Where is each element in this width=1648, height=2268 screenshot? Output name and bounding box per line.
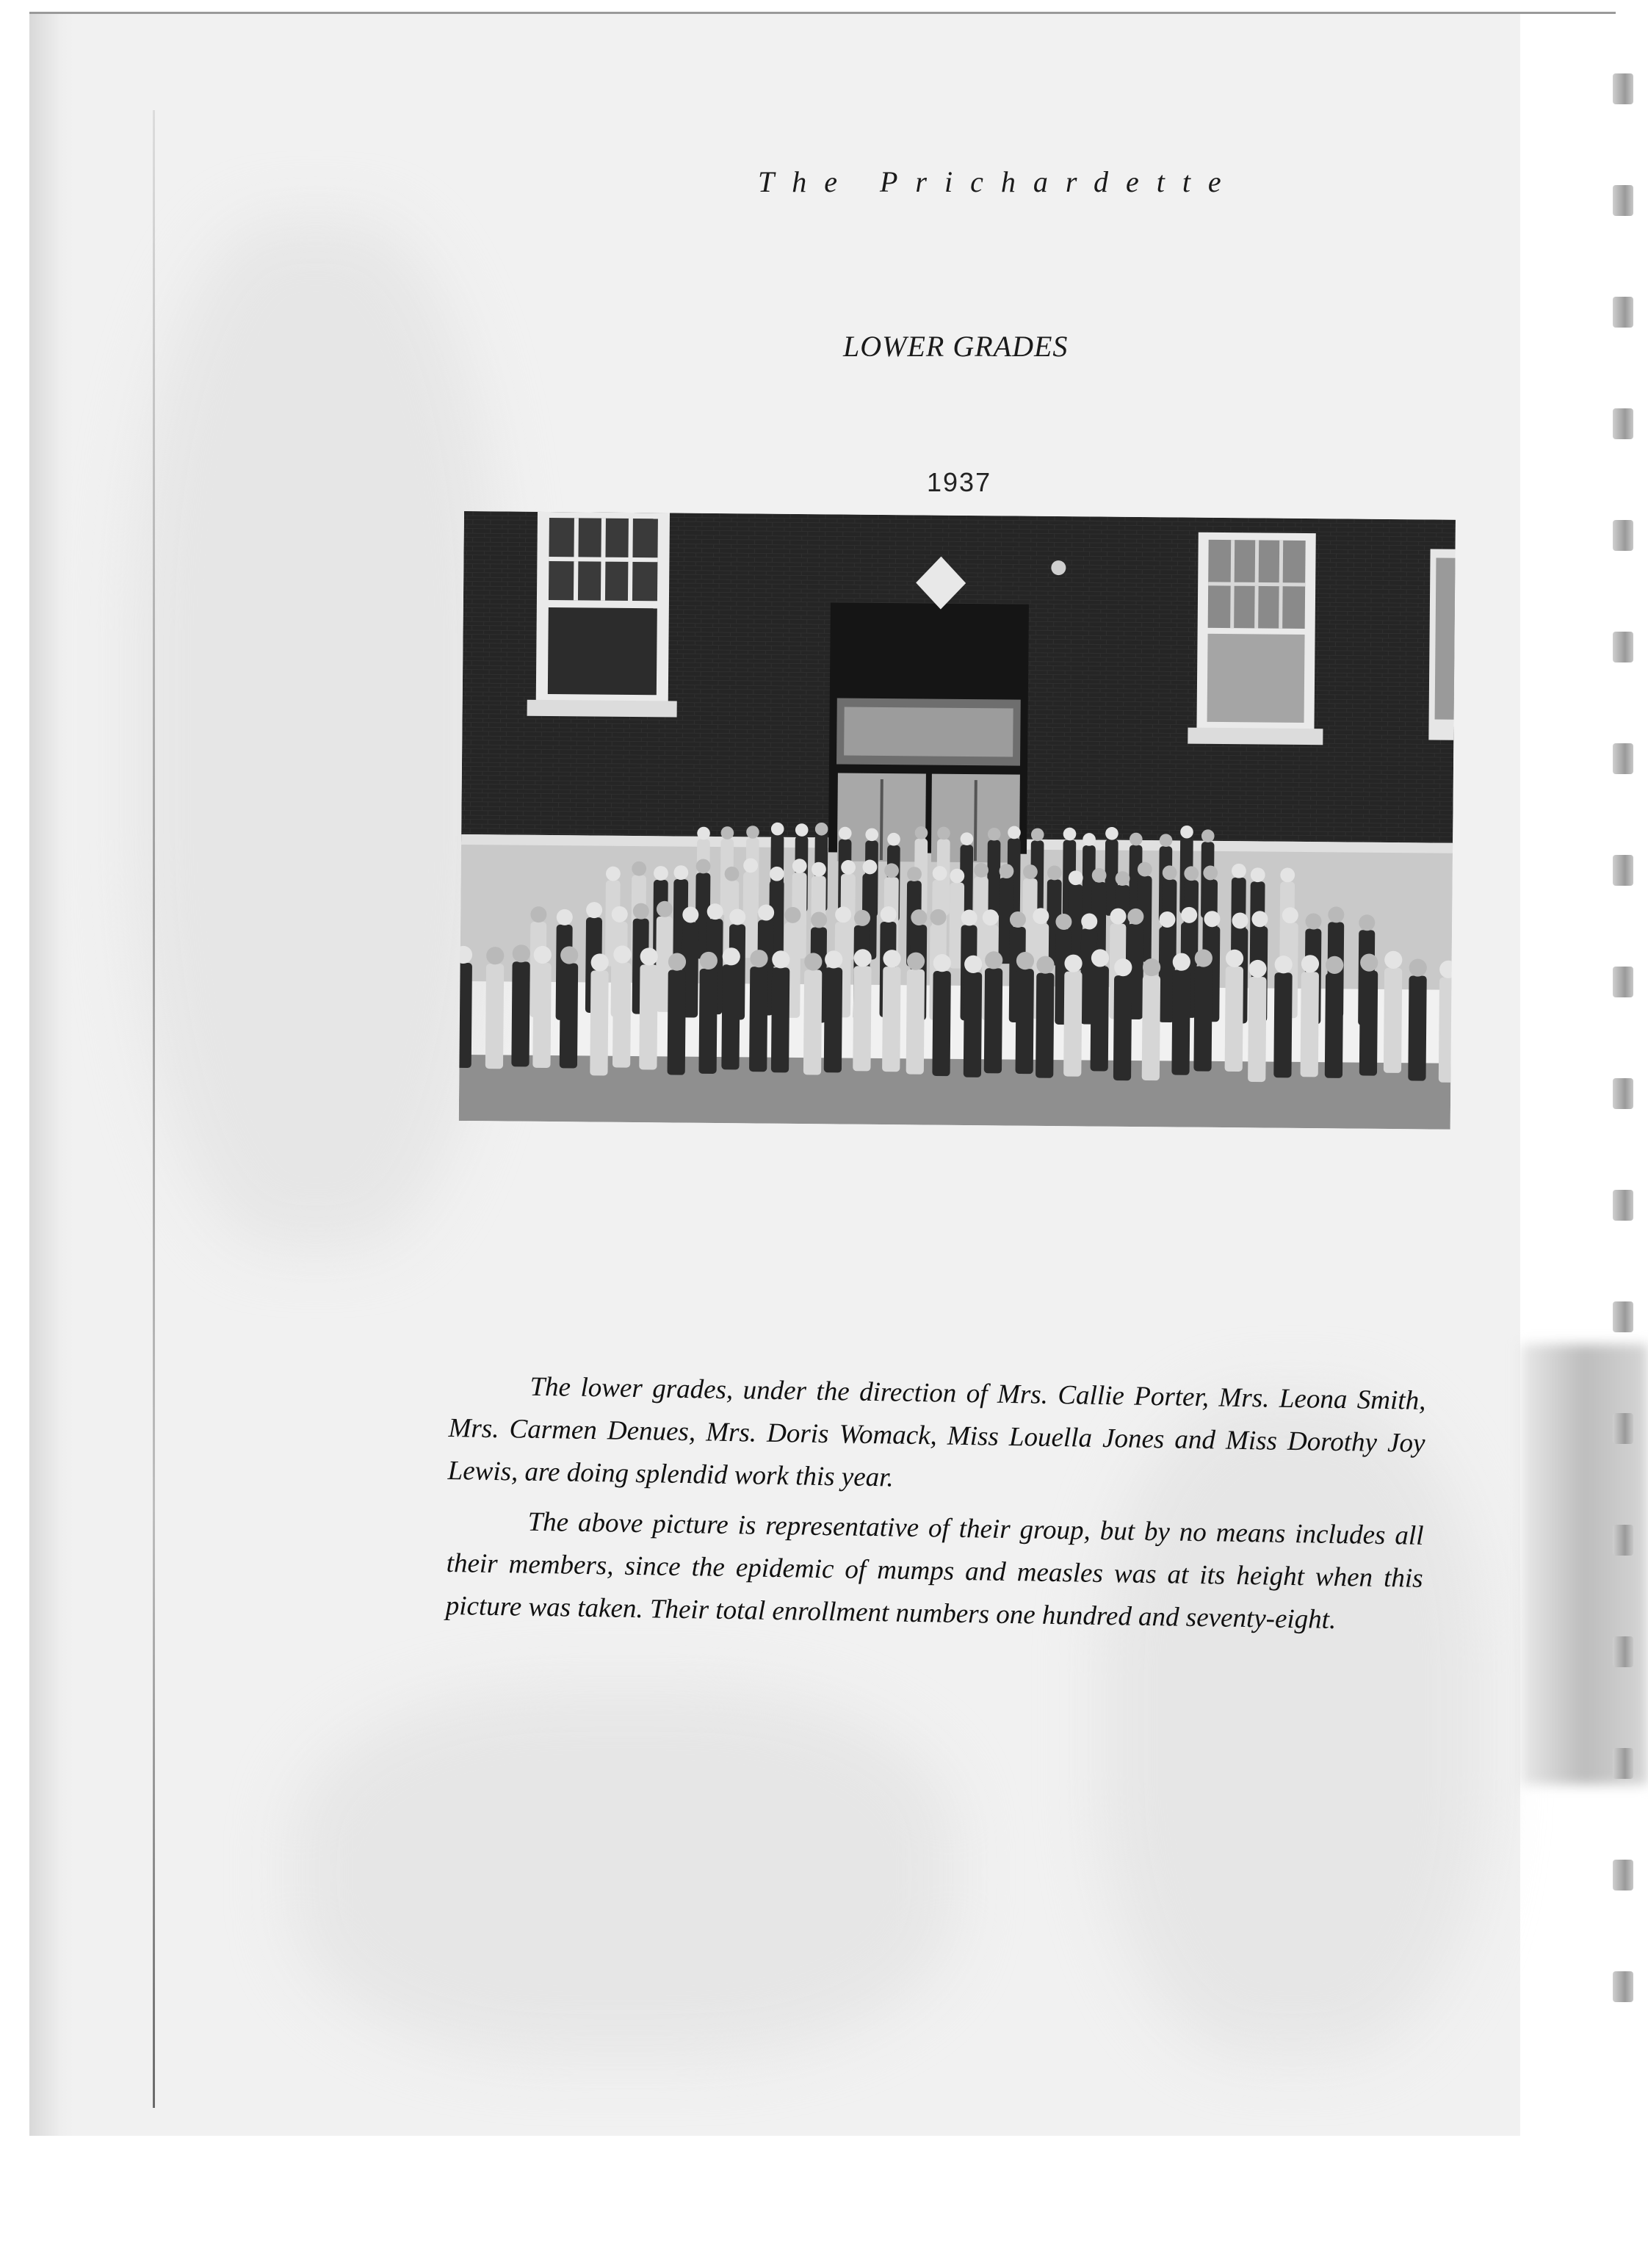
section-title: LOWER GRADES [843, 330, 1069, 363]
student-head [1232, 864, 1246, 878]
student-head [881, 906, 897, 922]
student-head [985, 951, 1002, 969]
student-figure [1113, 975, 1132, 1080]
student-head [862, 859, 877, 874]
binding-hole [1613, 967, 1633, 997]
student-head [907, 867, 922, 881]
student-head [1031, 828, 1044, 842]
student-head [632, 862, 646, 876]
student-head [1083, 833, 1096, 846]
student-head [1226, 950, 1243, 967]
student-head [534, 946, 552, 964]
student-head [811, 911, 827, 928]
student-head [1195, 949, 1212, 967]
show-through-shadow [132, 220, 499, 1249]
student-head [530, 906, 546, 922]
binding-hole [1613, 1525, 1633, 1556]
student-head [964, 956, 982, 973]
photo-year: 1937 [927, 467, 992, 497]
student-head [1110, 909, 1126, 925]
student-head [1069, 870, 1083, 885]
student-head [657, 901, 673, 917]
student-head [586, 902, 602, 918]
student-head [1301, 955, 1319, 972]
window [1188, 532, 1325, 745]
student-head [1064, 954, 1082, 972]
student-figure [853, 966, 871, 1071]
student-head [1127, 909, 1143, 925]
student-head [1105, 827, 1118, 840]
binding-hole [1613, 1636, 1633, 1667]
student-figure [1193, 966, 1212, 1071]
student-head [591, 953, 609, 971]
student-head [950, 869, 964, 884]
student-head [1328, 906, 1344, 922]
student-head [1160, 834, 1173, 847]
student-head [865, 828, 878, 841]
student-figure [964, 972, 982, 1077]
student-head [720, 826, 734, 839]
binding-hole [1613, 297, 1633, 328]
student-head [700, 952, 718, 969]
student-head [999, 864, 1013, 878]
student-head [841, 860, 856, 875]
student-head [933, 866, 947, 881]
student-head [770, 867, 784, 881]
student-figure [1036, 973, 1054, 1078]
student-figure [459, 963, 472, 1068]
student-head [513, 945, 530, 962]
student-head [1359, 914, 1375, 931]
student-head [835, 906, 851, 922]
student-head [633, 903, 649, 920]
class-group-photo [459, 511, 1456, 1130]
student-head [1180, 826, 1193, 839]
student-head [1138, 862, 1152, 877]
student-head [1036, 956, 1054, 973]
student-head [961, 832, 974, 845]
show-through-shadow [294, 1689, 955, 2056]
student-figure [511, 961, 530, 1066]
student-head [772, 950, 789, 968]
student-figure [668, 969, 686, 1075]
student-head [854, 910, 870, 926]
student-figure [1301, 972, 1319, 1077]
student-figure [1325, 973, 1343, 1078]
binding-hole [1613, 73, 1633, 104]
student-head [750, 950, 767, 967]
binding-hole [1613, 1748, 1633, 1779]
student-head [1282, 907, 1298, 923]
student-head [1163, 865, 1177, 880]
student-head [930, 909, 946, 925]
student-figure [1016, 969, 1034, 1074]
student-figure [560, 963, 578, 1068]
student-head [560, 946, 578, 964]
student-head [1091, 949, 1109, 967]
student-head [825, 950, 842, 968]
student-head [723, 947, 740, 965]
student-head [784, 907, 800, 923]
student-head [1010, 911, 1026, 928]
student-head [1274, 956, 1292, 973]
binding-hole [1613, 855, 1633, 886]
student-head [1130, 833, 1143, 846]
student-head [795, 823, 809, 837]
student-head [961, 909, 977, 925]
student-head [707, 903, 723, 920]
student-head [725, 867, 740, 881]
window [527, 512, 679, 718]
binding-hole [1613, 408, 1633, 439]
student-head [654, 866, 668, 881]
student-figure [612, 962, 631, 1067]
student-head [1055, 914, 1071, 930]
student-figure [749, 967, 767, 1072]
student-head [1023, 864, 1038, 879]
student-head [557, 909, 573, 925]
binding-hole [1613, 1078, 1633, 1109]
student-head [1181, 907, 1197, 923]
student-head [1409, 958, 1427, 976]
student-head [1143, 958, 1160, 976]
student-head [1204, 911, 1220, 927]
student-head [1063, 828, 1077, 841]
student-head [1047, 865, 1062, 880]
student-head [486, 947, 504, 964]
student-head [1092, 868, 1107, 883]
binding-shadow [1520, 1344, 1648, 1785]
binding-hole [1613, 1413, 1633, 1444]
student-head [640, 947, 657, 965]
scan-margin [0, 2136, 1648, 2268]
student-figure [1408, 975, 1426, 1080]
student-head [1326, 956, 1343, 974]
student-head [911, 909, 927, 925]
student-head [1008, 826, 1021, 839]
binding-hole [1613, 1190, 1633, 1221]
student-head [937, 827, 950, 840]
student-figure [485, 964, 504, 1069]
student-figure [1171, 970, 1190, 1075]
student-head [606, 867, 621, 881]
student-head [1360, 953, 1378, 971]
student-head [1251, 867, 1265, 882]
student-figure [698, 969, 717, 1074]
student-head [983, 909, 999, 925]
student-head [1305, 913, 1321, 929]
student-head [682, 906, 698, 922]
student-head [988, 828, 1001, 841]
student-figure [1091, 966, 1109, 1071]
student-figure [771, 967, 789, 1072]
student-figure [1225, 967, 1243, 1072]
paper-left-edge [29, 13, 73, 2136]
student-head [1159, 911, 1175, 928]
student-head [758, 904, 774, 920]
student-head [1184, 866, 1199, 881]
student-head [812, 862, 826, 877]
student-head [1280, 867, 1295, 882]
student-head [1251, 911, 1268, 927]
student-head [746, 826, 759, 839]
student-figure [882, 967, 900, 1072]
student-head [815, 823, 828, 836]
student-figure [1248, 977, 1266, 1082]
student-head [915, 826, 928, 839]
student-figure [639, 964, 657, 1069]
student-head [887, 833, 900, 846]
student-figure [1384, 968, 1402, 1073]
student-head [974, 863, 989, 878]
binding-hole [1613, 185, 1633, 216]
student-head [907, 952, 925, 969]
student-head [1232, 912, 1248, 928]
student-head [884, 863, 899, 878]
student-figure [1142, 975, 1160, 1080]
student-figure [721, 964, 740, 1069]
student-head [1114, 958, 1132, 976]
student-head [853, 949, 871, 967]
student-figure [987, 840, 1001, 917]
student-figure [1063, 972, 1082, 1077]
student-figure [1273, 972, 1292, 1077]
student-head [1033, 908, 1049, 924]
student-head [1173, 953, 1190, 970]
student-head [1116, 871, 1130, 886]
binding-hole [1613, 632, 1633, 662]
binding-hole [1613, 520, 1633, 551]
running-head: The Prichardette [758, 165, 1239, 198]
student-figure [803, 969, 822, 1075]
student-head [612, 906, 628, 922]
student-head [883, 950, 900, 967]
student-head [839, 827, 852, 840]
binding-hole [1613, 743, 1633, 774]
paragraph: The above picture is representative of their group, but by no means includes all their members, since the epidemic of mumps and measles was at its height when this picture was taken. Their total enrollment numbers one hundred and seventy-eight. [445, 1506, 1424, 1636]
student-head [668, 953, 686, 970]
page-top-edge [29, 12, 1616, 14]
binding-hole [1613, 1860, 1633, 1890]
student-figure [932, 971, 950, 1076]
student-head [697, 827, 710, 840]
student-head [613, 945, 631, 963]
student-head [1203, 865, 1218, 880]
student-head [673, 865, 688, 880]
student-figure [824, 967, 842, 1072]
student-head [696, 859, 711, 873]
student-head [771, 823, 784, 836]
student-head [1081, 913, 1097, 929]
article-body [445, 1365, 1426, 1650]
student-head [729, 909, 745, 925]
binding-hole [1613, 1301, 1633, 1332]
student-figure [590, 970, 608, 1075]
student-figure [532, 963, 551, 1068]
student-figure [1359, 971, 1378, 1076]
student-head [743, 858, 758, 873]
paragraph: The lower grades, under the direction of Mrs. Callie Porter, Mrs. Leona Smith, Mrs. Carmen Denues, Mrs. Doris Womack, Miss Louella Jones and Miss Dorothy Joy Lewis, are doing splendid work this year. [447, 1371, 1426, 1493]
student-head [1201, 829, 1215, 842]
binding-hole [1613, 1971, 1633, 2002]
student-figure [984, 968, 1002, 1073]
student-head [804, 953, 822, 970]
student-head [792, 859, 807, 873]
student-head [1384, 951, 1402, 969]
binding-crease [153, 110, 155, 2108]
student-head [1016, 952, 1034, 969]
student-figure [906, 969, 925, 1075]
student-head [1248, 960, 1266, 978]
student-head [933, 954, 951, 972]
